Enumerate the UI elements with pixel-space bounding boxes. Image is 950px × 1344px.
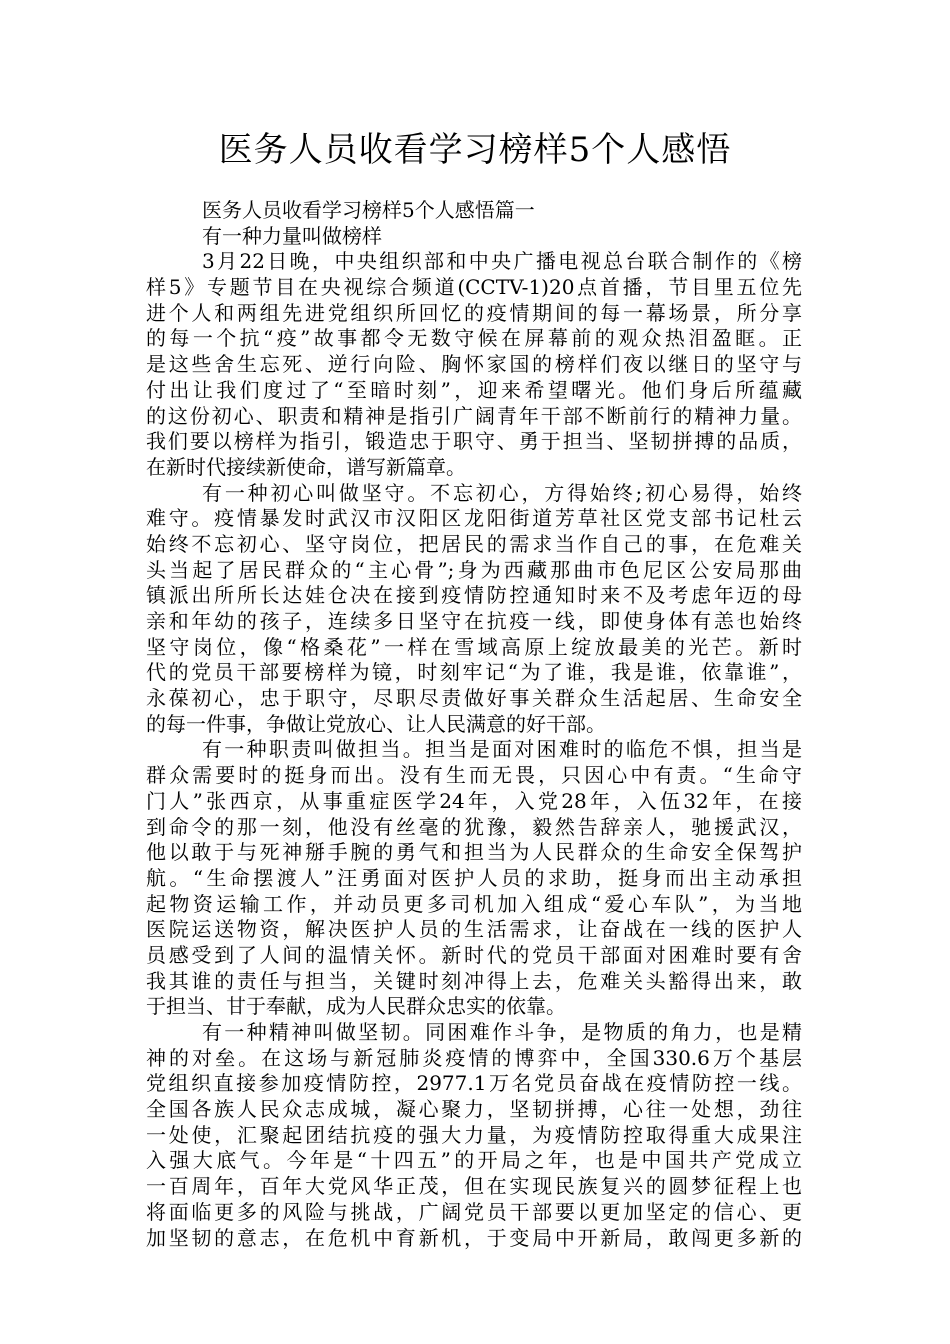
text-line: 他以敢于与死神掰手腕的勇气和担当为人民群众的生命安全保驾护	[146, 840, 802, 865]
text-line: 有一种力量叫做榜样	[202, 223, 382, 248]
text-line: 门人”张西京，从事重症医学24年，入党28年，入伍32年，在接	[146, 788, 802, 813]
text-line: 头当起了居民群众的“主心骨”;身为西藏那曲市色尼区公安局那曲	[146, 557, 802, 582]
text-line: 加坚韧的意志，在危机中育新机，于变局中开新局，敢闯更多新的	[146, 1225, 802, 1250]
text-line: 我们要以榜样为指引，锻造忠于职守、勇于担当、坚韧拼搏的品质，	[146, 429, 802, 454]
text-line: 我其谁的责任与担当，关键时刻冲得上去，危难关头豁得出来，敢	[146, 968, 802, 993]
text-line: 亲和年幼的孩子，连续多日坚守在抗疫一线，即使身体有恙也始终	[146, 609, 802, 633]
text-line: 到命令的那一刻，他没有丝毫的犹豫，毅然告辞亲人，驰援武汉，	[146, 814, 802, 839]
text-line: 的这份初心、职责和精神是指引广阔青年干部不断前行的精神力量。	[146, 403, 802, 428]
text-line: 有一种职责叫做担当。担当是面对困难时的临危不惧，担当是	[202, 737, 802, 762]
text-line: 的每一件事，争做让党放心、让人民满意的好干部。	[146, 711, 606, 736]
text-line: 起物资运输工作，并动员更多司机加入组成“爱心车队”，为当地	[146, 891, 802, 916]
text-line: 有一种精神叫做坚韧。同困难作斗争，是物质的角力，也是精	[202, 1020, 802, 1044]
text-line: 神的对垒。在这场与新冠肺炎疫情的博弈中，全国330.6万个基层	[146, 1045, 802, 1070]
text-line: 进个人和两组先进党组织所回忆的疫情期间的每一幕场景，所分享	[146, 300, 802, 325]
text-line: 难守。疫情暴发时武汉市汉阳区龙阳街道芳草社区党支部书记杜云	[146, 506, 802, 531]
text-line: 于担当、甘于奉献，成为人民群众忠实的依靠。	[146, 994, 566, 1019]
text-line: 坚守岗位，像“格桑花”一样在雪域高原上绽放最美的光芒。新时	[146, 634, 802, 659]
text-line: 是这些舍生忘死、逆行向险、胸怀家国的榜样们夜以继日的坚守与	[146, 352, 802, 377]
text-line: 入强大底气。今年是“十四五”的开局之年，也是中国共产党成立	[146, 1148, 802, 1173]
text-line: 3月22日晚，中央组织部和中央广播电视总台联合制作的《榜	[202, 249, 802, 274]
document-body	[146, 198, 802, 1251]
text-line: 有一种初心叫做坚守。不忘初心，方得始终;初心易得，始终	[202, 480, 802, 505]
text-line: 党组织直接参加疫情防控，2977.1万名党员奋战在疫情防控一线。	[146, 1071, 802, 1096]
text-line: 镇派出所所长达娃仓决在接到疫情防控通知时来不及考虑年迈的母	[146, 583, 802, 608]
text-line: 航。“生命摆渡人”汪勇面对医护人员的求助，挺身而出主动承担	[146, 865, 802, 890]
text-line: 一处使，汇聚起团结抗疫的强大力量，为疫情防控取得重大成果注	[146, 1122, 802, 1147]
text-line: 在新时代接续新使命，谱写新篇章。	[146, 454, 466, 479]
text-line: 代的党员干部要榜样为镜，时刻牢记“为了谁，我是谁，依靠谁”，	[146, 660, 802, 685]
text-line: 付出让我们度过了“至暗时刻”，迎来希望曙光。他们身后所蕴藏	[146, 377, 802, 402]
document-title: 医务人员收看学习榜样5个人感悟	[218, 130, 732, 170]
text-line: 一百周年，百年大党风华正茂，但在实现民族复兴的圆梦征程上也	[146, 1174, 802, 1199]
text-line: 永葆初心，忠于职守，尽职尽责做好事关群众生活起居、生命安全	[146, 686, 802, 711]
text-line: 员感受到了人间的温情关怀。新时代的党员干部面对困难时要有舍	[146, 942, 802, 967]
text-line: 全国各族人民众志成城，凝心聚力，坚韧拼搏，心往一处想，劲往	[146, 1097, 802, 1122]
text-line: 的每一个抗“疫”故事都令无数守候在屏幕前的观众热泪盈眶。正	[146, 326, 802, 351]
text-line: 样5》专题节目在央视综合频道(CCTV-1)20点首播，节目里五位先	[146, 275, 802, 300]
text-line: 医务人员收看学习榜样5个人感悟篇一	[202, 198, 535, 222]
text-line: 医院运送物资，解决医护人员的生活需求，让奋战在一线的医护人	[146, 917, 802, 942]
text-line: 群众需要时的挺身而出。没有生而无畏，只因心中有责。“生命守	[146, 763, 802, 788]
text-line: 始终不忘初心、坚守岗位，把居民的需求当作自己的事，在危难关	[146, 531, 802, 556]
text-line: 将面临更多的风险与挑战，广阔党员干部要以更加坚定的信心、更	[146, 1199, 802, 1224]
